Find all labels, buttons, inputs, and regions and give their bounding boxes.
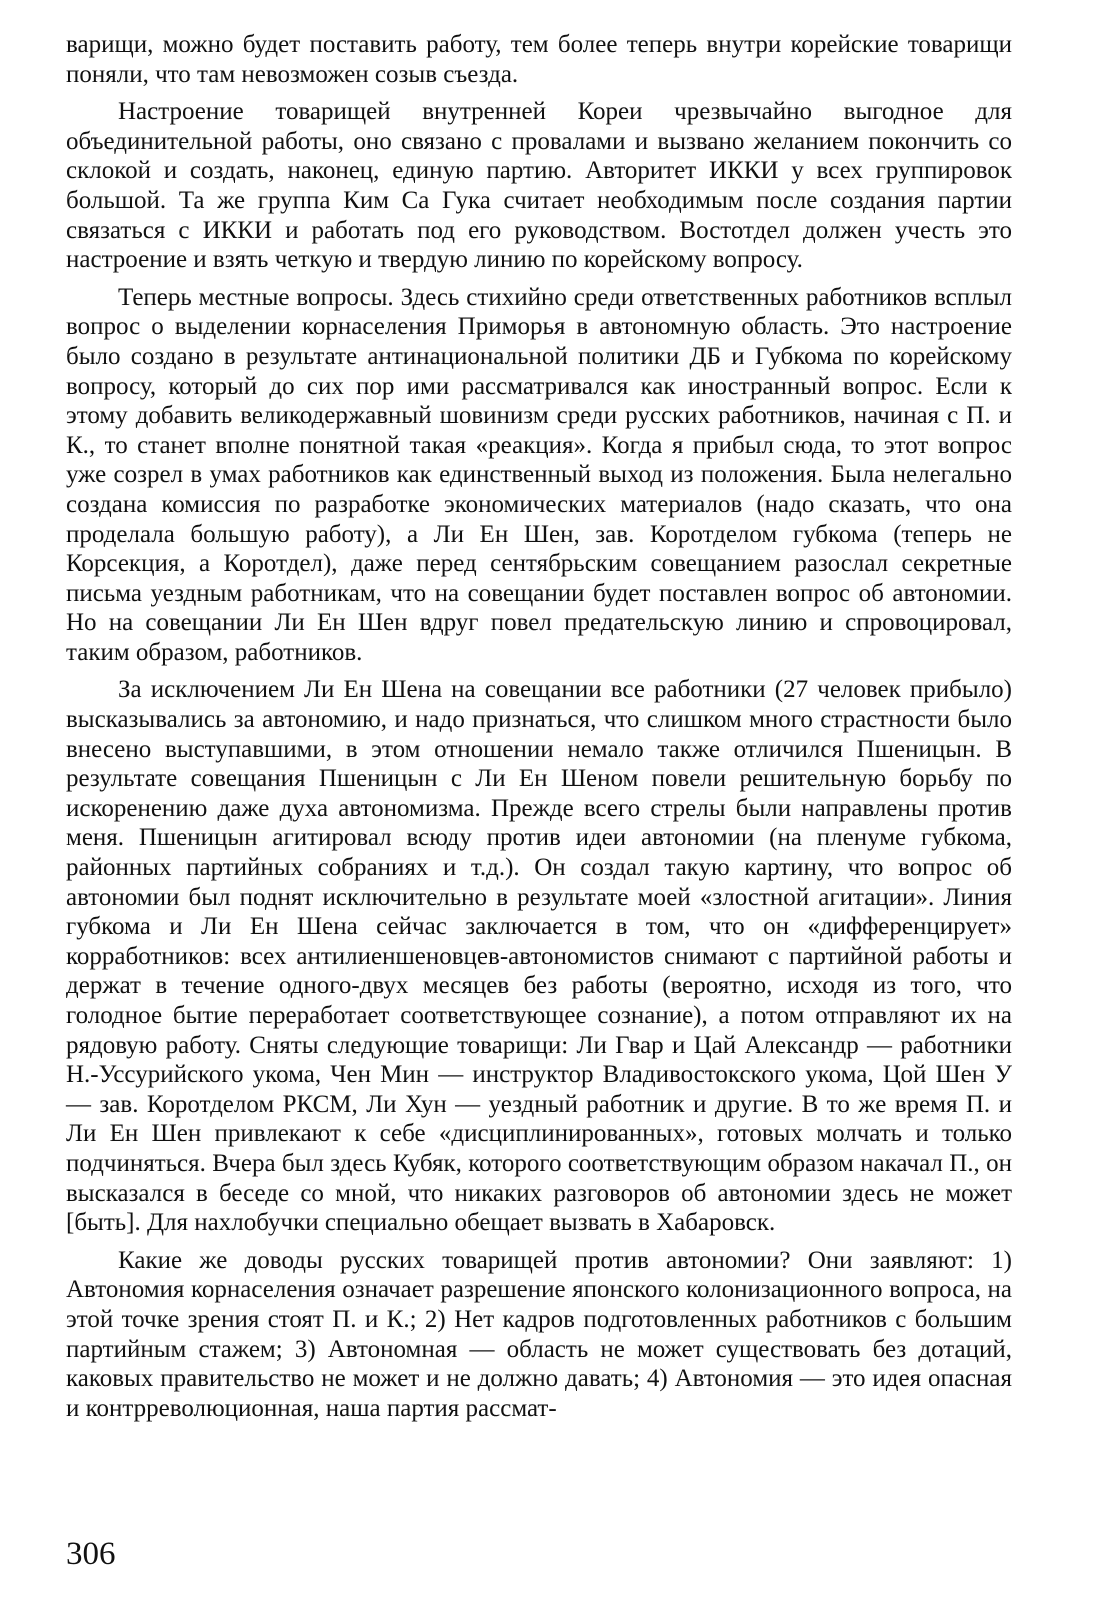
paragraph-1: варищи, можно будет поставить работу, тем более теперь внутри корейские товарищи поняли, что там невозможен созыв съезда. (66, 31, 1012, 88)
paragraph-4: За исключением Ли Ен Шена на совещании все работники (27 человек прибыло) высказывались за автономию, и надо признаться, что слишком много страстности было внесено выступавшими, в этом отношении немало также отличился Пшеницын. В результате совещания Пшеницын с Ли Ен Шеном повели решительную борьбу по искоренению даже духа автономизма. Прежде всего стрелы были направлены против меня. Пшеницын агитировал всюду против идеи автономии (на пленуме губкома, районных партийных собраниях и т.д.). Он создал такую картину, что вопрос об автономии был поднят исключительно в результате моей «злостной агитации». Линия губкома и Ли Ен Шена сейчас заключается в том, что он «дифференцирует» корработников: всех антилиеншеновцев-автономистов снимают с партийной работы и держат в течение одного-двух месяцев без работы (вероятно, исходя из того, что голодное бытие переработает соответствующее сознание), а потом отправляют их на рядовую работу. Сняты следующие товарищи: Ли Гвар и Цай Александр — работники Н.-Уссурийского укома, Чен Мин — инструктор Владивостокского укома, Цой Шен У — зав. Коротделом РКСМ, Ли Хун — уездный работник и другие. В то же время П. и Ли Ен Шен привлекают к себе «дисциплинированных», готовых молчать и только подчиняться. Вчера был здесь Кубяк, которого соответствующим образом накачал П., он высказался в беседе со мной, что никаких разговоров об автономии здесь не может [быть]. Для нахлобучки специально обещает вызвать в Хабаровск. (66, 676, 1012, 1237)
paragraph-5: Какие же доводы русских товарищей против автономии? Они заявляют: 1) Автономия корнаселения означает разрешение японского колонизационного вопроса, на этой точке зрения стоят П. и К.; 2) Нет кадров подготовленных работников с большим партийным стажем; 3) Автономная — область не может существовать без дотаций, каковых правительство не может и не должно давать; 4) Автономия — это идея опасная и контрреволюционная, наша партия рассмат- (66, 1246, 1012, 1422)
paragraph-2: Настроение товарищей внутренней Кореи чрезвычайно выгодное для объединительной работы, оно связано с провалами и вызвано желанием покончить со склокой и создать, наконец, единую партию. Авторитет ИККИ у всех группировок большой. Та же группа Ким Са Гука считает необходимым после создания партии связаться с ИККИ и работать под его руководством. Востотдел должен учесть это настроение и взять четкую и твердую линию по корейскому вопросу. (66, 98, 1012, 274)
paragraph-3: Теперь местные вопросы. Здесь стихийно среди ответственных работников всплыл вопрос о выделении корнаселения Приморья в автономную область. Это настроение было создано в результате антинациональной политики ДБ и Губкома по корейскому вопросу, который до сих пор ими рассматривался как иностранный вопрос. Если к этому добавить великодержавный шовинизм среди русских работников, начиная с П. и К., то станет вполне понятной такая «реакция». Когда я прибыл сюда, то этот вопрос уже созрел в умах работников как единственный выход из положения. Была нелегально создана комиссия по разработке экономических материалов (надо сказать, что она проделала большую работу), а Ли Ен Шен, зав. Коротделом губкома (теперь не Корсекция, а Коротдел), даже перед сентябрьским совещанием разослал секретные письма уездным работникам, что на совещании будет поставлен вопрос об автономии. Но на совещании Ли Ен Шен вдруг повел предательскую линию и спровоцировал, таким образом, работников. (66, 283, 1012, 666)
page-body (66, 30, 1012, 1431)
page-number: 306 (66, 1536, 116, 1572)
